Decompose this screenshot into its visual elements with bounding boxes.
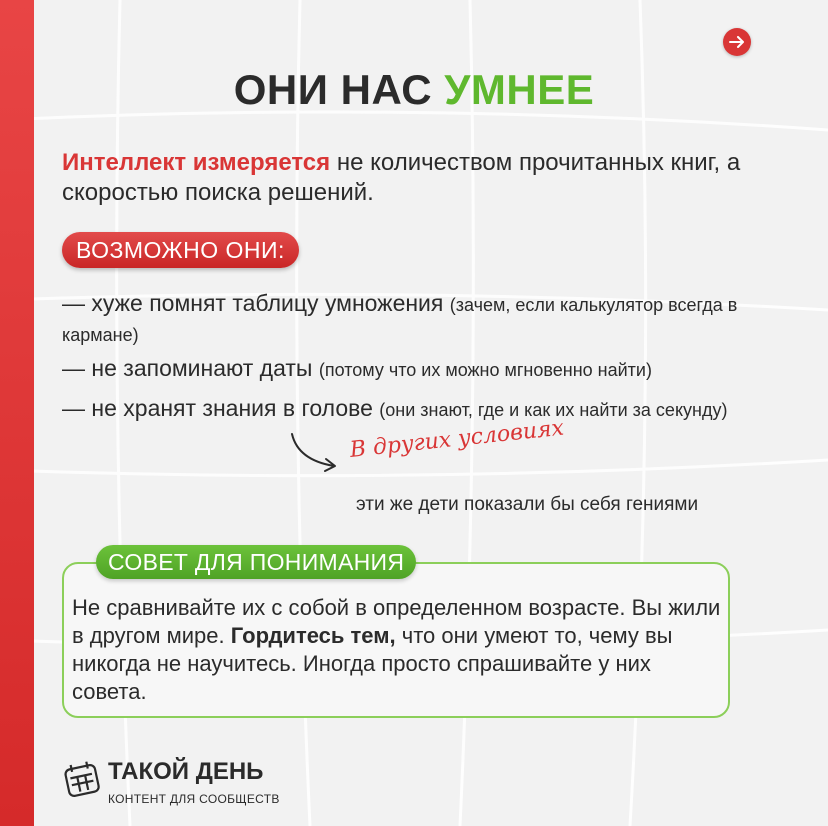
brand-tagline: КОНТЕНТ ДЛЯ СООБЩЕСТВ bbox=[108, 792, 280, 806]
advice-text-bold: Гордитесь тем, bbox=[230, 623, 396, 648]
title-part-dark: ОНИ НАС bbox=[233, 66, 445, 113]
list-item-main: — не хранят знания в голове bbox=[62, 395, 380, 421]
list-item-main: — не запоминают даты bbox=[62, 355, 319, 381]
advice-text-part1: Не сравнивайте их с собой в определенном возрасте. Вы жили в другом мире. bbox=[72, 595, 721, 648]
brand-name: ТАКОЙ ДЕНЬ bbox=[108, 758, 264, 785]
list-item bbox=[62, 289, 782, 349]
page-title bbox=[0, 66, 828, 114]
list-item-main: — хуже помнят таблицу умножения bbox=[62, 290, 450, 316]
section-label-badge: ВОЗМОЖНО ОНИ: bbox=[62, 232, 299, 268]
intro-paragraph bbox=[62, 148, 782, 208]
title-part-green: УМНЕЕ bbox=[444, 66, 595, 113]
advice-text bbox=[72, 594, 722, 706]
next-button[interactable] bbox=[723, 28, 751, 56]
calendar-icon bbox=[62, 760, 102, 800]
handwritten-note: В других условиях bbox=[348, 415, 566, 463]
arrow-right-icon bbox=[729, 36, 745, 48]
curved-arrow-icon bbox=[288, 430, 348, 475]
advice-text-part2: что они умеют то, чему вы никогда не научитесь. Иногда просто спрашивайте у них совета. bbox=[72, 623, 673, 704]
intro-highlight: Интеллект измеряется bbox=[62, 149, 331, 176]
list-item-note: (они знают, где и как их найти за секунду) bbox=[379, 400, 728, 420]
advice-label-badge: СОВЕТ ДЛЯ ПОНИМАНИЯ bbox=[96, 545, 416, 579]
list-item bbox=[62, 394, 782, 424]
caption-text: эти же дети показали бы себя гениями bbox=[356, 494, 699, 515]
left-red-stripe bbox=[0, 0, 34, 826]
intro-text: не количеством прочитанных книг, а скоростью поиска решений. bbox=[62, 149, 741, 206]
list-item-note: (потому что их можно мгновенно найти) bbox=[318, 360, 652, 380]
list-item bbox=[62, 354, 782, 384]
list-item-note: (зачем, если калькулятор всегда в кармане) bbox=[62, 295, 738, 345]
